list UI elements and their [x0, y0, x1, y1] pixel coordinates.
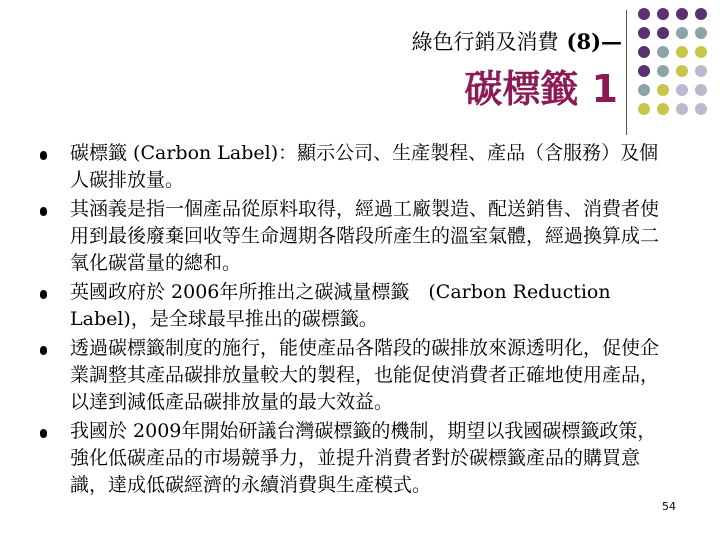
decorative-dot [657, 46, 669, 58]
decorative-dot [676, 103, 688, 115]
decorative-dot [657, 103, 669, 115]
decorative-dot [657, 8, 669, 20]
decorative-dot [695, 65, 707, 77]
bullet-item [40, 335, 668, 416]
bullet-icon [40, 346, 47, 355]
decorative-dot [676, 8, 688, 20]
decorative-dot [695, 103, 707, 115]
bullet-text: 其涵義是指一個產品從原料取得，經過工廠製造、配送銷售、消費者使用到最後廢棄回收等生命週期各階段所產生的溫室氣體，經過換算成二氧化碳當量的總和。 [70, 198, 660, 274]
bullet-text: 英國政府於 2006年所推出之碳減量標籤 (Carbon Reduction Label)，是全球最早推出的碳標籤。 [70, 281, 611, 330]
decorative-dot [657, 65, 669, 77]
decorative-dot [638, 65, 650, 77]
decorative-dot [695, 46, 707, 58]
decorative-dot [638, 8, 650, 20]
slide-title: 碳標籤 1 [464, 67, 618, 111]
bullet-item [40, 196, 668, 277]
bullet-text: 透過碳標籤制度的施行，能使產品各階段的碳排放來源透明化，促使企業調整其產品碳排放量較大的製程，也能促使消費者正確地使用產品，以達到減低產品碳排放量的最大效益。 [70, 337, 660, 413]
page-number: 54 [662, 500, 676, 513]
bullet-icon [40, 429, 47, 438]
subtitle-number: (8)— [566, 29, 622, 54]
decorative-dot [695, 27, 707, 39]
decorative-dot [657, 84, 669, 96]
bullet-icon [40, 290, 47, 299]
subtitle-text: 綠色行銷及消費 [411, 30, 559, 54]
bullet-list [40, 140, 668, 501]
decorative-dot [638, 46, 650, 58]
slide-subtitle [330, 26, 622, 56]
decorative-dot [676, 46, 688, 58]
decorative-dot [695, 84, 707, 96]
bullet-icon [40, 151, 47, 160]
decorative-dot [695, 8, 707, 20]
bullet-text: 我國於 2009年開始研議台灣碳標籤的機制，期望以我國碳標籤政策，強化低碳產品的市場競爭力，並提升消費者對於碳標籤產品的購買意識，達成低碳經濟的永續消費與生產模式。 [70, 420, 657, 496]
bullet-item [40, 279, 668, 333]
bullet-item [40, 418, 668, 499]
decorative-dot [676, 84, 688, 96]
bullet-text: 碳標籤 (Carbon Label)：顯示公司、生產製程、產品（含服務）及個人碳排放量。 [70, 142, 659, 191]
bullet-icon [40, 207, 47, 216]
decorative-dot [638, 84, 650, 96]
decorative-dot [676, 65, 688, 77]
divider-line [626, 10, 627, 135]
decorative-dot [638, 103, 650, 115]
decorative-dot [638, 27, 650, 39]
bullet-item [40, 140, 668, 194]
decorative-dot [657, 27, 669, 39]
decorative-dot [676, 27, 688, 39]
